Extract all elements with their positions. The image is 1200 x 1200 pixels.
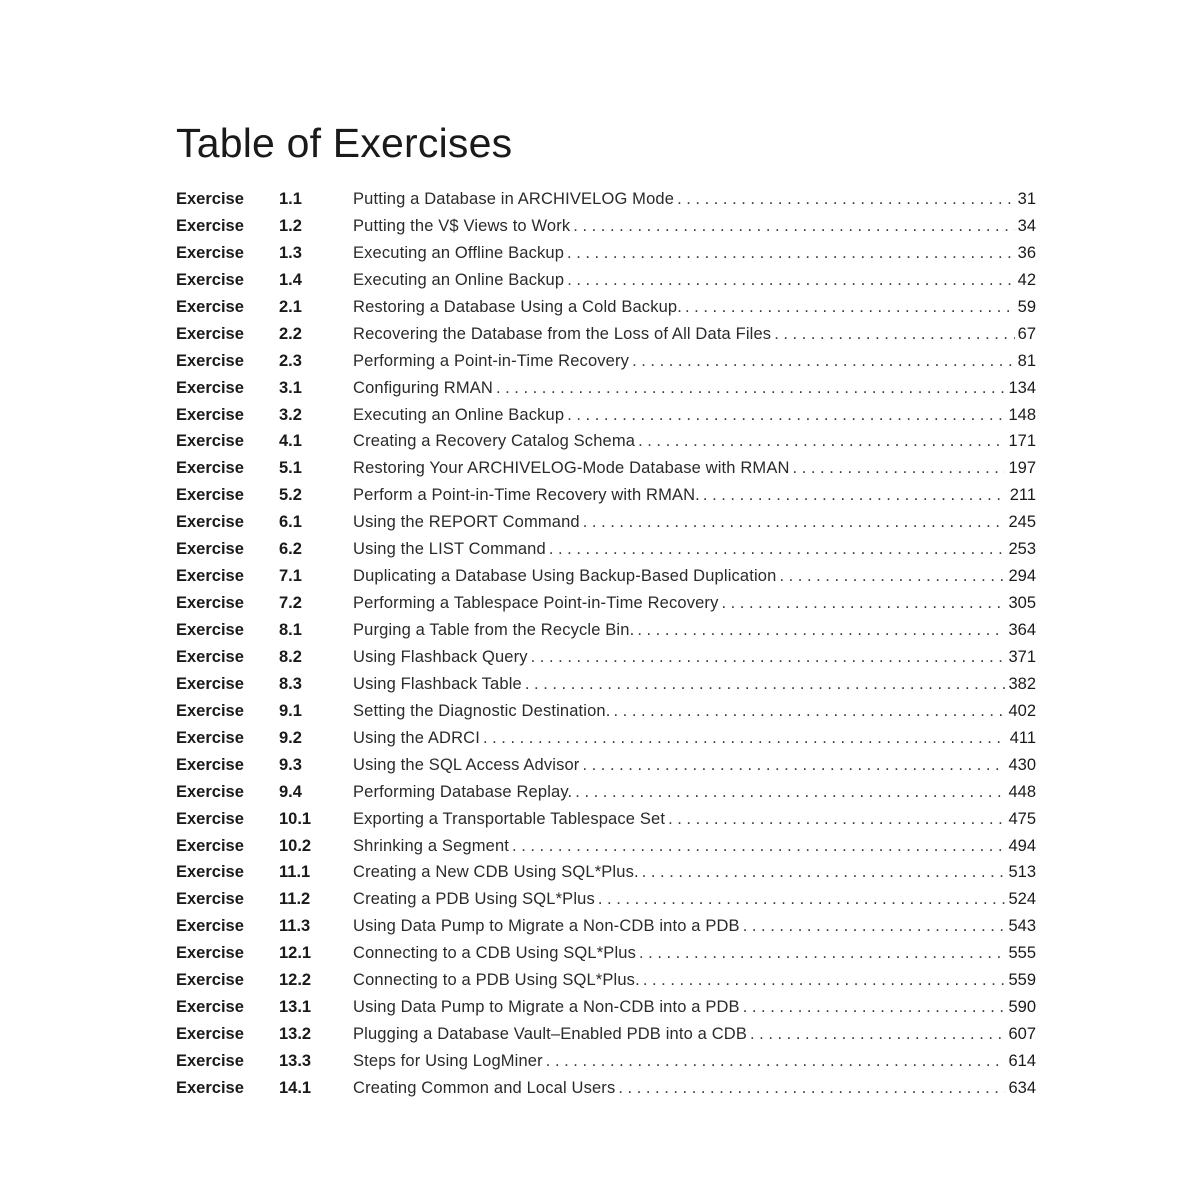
exercise-number: 5.1 [279, 459, 302, 478]
dot-leader [613, 698, 1005, 725]
exercise-page-number: 382 [1008, 674, 1036, 693]
exercise-entry [353, 940, 1036, 967]
exercise-row [176, 967, 1036, 994]
exercise-label: Exercise [176, 782, 244, 801]
exercise-number: 8.1 [279, 621, 302, 639]
exercise-page-number: 134 [1008, 378, 1036, 397]
exercise-entry [353, 294, 1036, 321]
exercise-number: 12.1 [279, 944, 312, 963]
exercise-entry [353, 752, 1036, 779]
exercise-number: 10.1 [279, 809, 312, 828]
exercise-label: Exercise [176, 567, 244, 586]
exercise-number: 8.2 [279, 647, 302, 666]
exercise-title: Setting the Diagnostic Destination. [353, 701, 611, 720]
exercise-page-number: 634 [1008, 1078, 1036, 1097]
exercise-page-number: 148 [1008, 405, 1036, 424]
exercise-number: 11.1 [279, 863, 311, 882]
exercise-label: Exercise [176, 1078, 244, 1097]
exercise-row [176, 698, 1036, 725]
exercise-title: Duplicating a Database Using Backup-Based Duplication [353, 567, 777, 586]
exercise-page-number: 513 [1008, 863, 1036, 882]
exercise-title: Using Flashback Table [353, 674, 522, 693]
exercise-title: Performing Database Replay. [353, 782, 573, 801]
exercise-entry [353, 536, 1036, 563]
exercise-entry [353, 428, 1036, 455]
dot-leader [793, 455, 1006, 482]
exercise-entry [353, 213, 1036, 240]
exercise-title: Using Flashback Query [353, 647, 528, 666]
exercise-number: 2.1 [279, 297, 302, 316]
exercise-page-number: 430 [1008, 755, 1036, 774]
exercise-number: 6.1 [279, 513, 302, 532]
exercise-number: 9.2 [279, 728, 302, 747]
exercise-number: 3.1 [279, 378, 302, 397]
exercise-row [176, 321, 1036, 348]
exercise-label: Exercise [176, 540, 244, 559]
exercise-title: Executing an Offline Backup [353, 243, 565, 262]
exercise-row [176, 509, 1036, 536]
exercise-title: Creating Common and Local Users [353, 1078, 616, 1097]
exercise-number: 11.2 [279, 890, 311, 909]
exercise-entry [353, 617, 1036, 644]
exercise-page-number: 67 [1017, 324, 1036, 343]
dot-leader [531, 644, 1006, 671]
exercise-title: Performing a Tablespace Point-in-Time Recovery [353, 594, 719, 613]
exercise-entry [353, 375, 1036, 402]
exercise-row [176, 213, 1036, 240]
exercise-row [176, 590, 1036, 617]
exercise-title: Plugging a Database Vault–Enabled PDB into a CDB [353, 1025, 747, 1044]
exercise-row [176, 240, 1036, 267]
exercise-label: Exercise [176, 647, 244, 666]
exercise-row [176, 671, 1036, 698]
exercise-entry [353, 509, 1036, 536]
dot-leader [598, 886, 1006, 913]
exercise-number: 13.1 [279, 998, 312, 1017]
dot-leader [618, 1075, 1005, 1102]
dot-leader [496, 375, 1006, 402]
exercise-entry [353, 267, 1036, 294]
dot-leader [632, 348, 1015, 375]
exercise-row [176, 186, 1036, 213]
exercise-row [176, 859, 1036, 886]
exercise-row [176, 886, 1036, 913]
exercise-page-number: 543 [1008, 917, 1036, 936]
exercise-label: Exercise [176, 836, 244, 855]
exercise-label: Exercise [176, 809, 244, 828]
exercise-title: Configuring RMAN [353, 378, 493, 397]
exercise-number: 1.1 [279, 190, 302, 208]
exercise-row [176, 1075, 1036, 1102]
exercise-title: Executing an Online Backup [353, 270, 565, 289]
exercise-page-number: 524 [1008, 890, 1036, 909]
exercise-number: 14.1 [279, 1078, 312, 1097]
exercise-page-number: 294 [1008, 567, 1036, 586]
exercise-number: 13.3 [279, 1052, 312, 1070]
exercise-title: Restoring Your ARCHIVELOG-Mode Database with RMAN [353, 459, 790, 478]
exercise-title: Executing an Online Backup [353, 405, 565, 424]
exercise-number: 1.4 [279, 270, 302, 289]
exercise-label: Exercise [176, 1025, 244, 1044]
exercise-number: 5.2 [279, 486, 302, 505]
exercise-page-number: 42 [1017, 270, 1036, 289]
dot-leader [567, 240, 1015, 267]
exercise-number: 1.3 [279, 243, 302, 262]
exercise-row [176, 348, 1036, 375]
exercise-title: Recovering the Database from the Loss of All Data Files [353, 324, 772, 343]
exercise-number: 9.1 [279, 701, 302, 720]
exercise-page-number: 171 [1008, 432, 1036, 451]
exercise-entry [353, 859, 1036, 886]
exercise-number: 9.3 [279, 755, 302, 774]
dot-leader [582, 752, 1005, 779]
exercise-label: Exercise [176, 351, 244, 370]
exercise-row [176, 267, 1036, 294]
exercise-page-number: 253 [1008, 540, 1036, 559]
exercise-page-number: 559 [1008, 971, 1036, 990]
dot-leader [685, 294, 1015, 321]
exercise-page-number: 305 [1008, 594, 1036, 613]
exercise-entry [353, 698, 1036, 725]
exercise-number: 9.4 [279, 782, 302, 801]
exercise-row [176, 536, 1036, 563]
exercise-label: Exercise [176, 243, 244, 262]
dot-leader [703, 482, 1007, 509]
exercise-row [176, 455, 1036, 482]
dot-leader [743, 994, 1006, 1021]
exercise-number: 10.2 [279, 836, 312, 855]
exercise-number: 6.2 [279, 540, 302, 559]
exercise-title: Creating a New CDB Using SQL*Plus. [353, 863, 639, 882]
exercise-row [176, 779, 1036, 806]
dot-leader [743, 913, 1006, 940]
exercise-list [176, 186, 1036, 1102]
exercise-entry [353, 886, 1036, 913]
exercise-number: 12.2 [279, 971, 312, 990]
exercise-row [176, 294, 1036, 321]
exercise-number: 2.3 [279, 351, 302, 370]
exercise-title: Steps for Using LogMiner [353, 1052, 543, 1070]
exercise-label: Exercise [176, 459, 244, 478]
exercise-page-number: 494 [1008, 836, 1036, 855]
exercise-label: Exercise [176, 917, 244, 936]
exercise-label: Exercise [176, 971, 244, 990]
exercise-label: Exercise [176, 297, 244, 316]
exercise-title: Connecting to a PDB Using SQL*Plus. [353, 971, 640, 990]
exercise-row [176, 402, 1036, 429]
exercise-entry [353, 402, 1036, 429]
exercise-page-number: 36 [1017, 243, 1036, 262]
exercise-title: Creating a Recovery Catalog Schema [353, 432, 636, 451]
exercise-label: Exercise [176, 486, 244, 505]
exercise-page-number: 607 [1008, 1025, 1036, 1044]
exercise-page-number: 402 [1008, 701, 1036, 720]
exercise-title: Exporting a Transportable Tablespace Set [353, 809, 666, 828]
exercise-entry [353, 806, 1036, 833]
dot-leader [549, 536, 1006, 563]
exercise-entry [353, 186, 1036, 213]
exercise-entry [353, 482, 1036, 509]
exercise-entry [353, 967, 1036, 994]
exercise-row [176, 994, 1036, 1021]
exercise-entry [353, 455, 1036, 482]
exercise-entry [353, 1021, 1036, 1048]
exercise-number: 1.2 [279, 216, 302, 235]
exercise-entry [353, 725, 1036, 752]
exercise-number: 11.3 [279, 917, 311, 936]
exercise-entry [353, 590, 1036, 617]
dot-leader [483, 725, 1007, 752]
exercise-number: 3.2 [279, 405, 302, 424]
dot-leader [750, 1021, 1005, 1048]
exercise-title: Creating a PDB Using SQL*Plus [353, 890, 595, 909]
exercise-entry [353, 1075, 1036, 1102]
exercise-number: 8.3 [279, 674, 302, 693]
dot-leader [637, 617, 1005, 644]
exercise-title: Purging a Table from the Recycle Bin. [353, 621, 635, 639]
exercise-row [176, 644, 1036, 671]
exercise-entry [353, 994, 1036, 1021]
exercise-label: Exercise [176, 728, 244, 747]
exercise-number: 7.1 [279, 567, 302, 586]
exercise-page-number: 614 [1008, 1052, 1036, 1070]
exercise-number: 4.1 [279, 432, 302, 451]
dot-leader [668, 806, 1005, 833]
exercise-row [176, 833, 1036, 860]
exercise-entry [353, 348, 1036, 375]
dot-leader [774, 321, 1014, 348]
exercise-entry [353, 644, 1036, 671]
exercise-label: Exercise [176, 998, 244, 1017]
exercise-label: Exercise [176, 324, 244, 343]
exercise-label: Exercise [176, 863, 244, 882]
exercise-title: Connecting to a CDB Using SQL*Plus [353, 944, 636, 963]
exercise-row [176, 375, 1036, 402]
exercise-number: 7.2 [279, 594, 302, 613]
exercise-label: Exercise [176, 1052, 244, 1070]
page-title: Table of Exercises [176, 120, 513, 166]
dot-leader [721, 590, 1005, 617]
exercise-page-number: 197 [1008, 459, 1036, 478]
exercise-entry [353, 321, 1036, 348]
exercise-row [176, 913, 1036, 940]
exercise-label: Exercise [176, 755, 244, 774]
exercise-label: Exercise [176, 890, 244, 909]
exercise-entry [353, 913, 1036, 940]
dot-leader [638, 428, 1005, 455]
exercise-label: Exercise [176, 190, 244, 208]
dot-leader [567, 267, 1014, 294]
exercise-entry [353, 833, 1036, 860]
exercise-label: Exercise [176, 432, 244, 451]
exercise-page-number: 81 [1017, 351, 1036, 370]
exercise-page-number: 364 [1008, 621, 1036, 639]
exercise-page-number: 555 [1008, 944, 1036, 963]
exercise-label: Exercise [176, 594, 244, 613]
exercise-label: Exercise [176, 674, 244, 693]
dot-leader [573, 213, 1014, 240]
exercise-title: Putting the V$ Views to Work [353, 216, 571, 235]
exercise-title: Using the ADRCI [353, 728, 480, 747]
exercise-label: Exercise [176, 216, 244, 235]
exercise-row [176, 940, 1036, 967]
exercise-row [176, 1021, 1036, 1048]
exercise-row [176, 482, 1036, 509]
dot-leader [567, 402, 1005, 429]
exercise-number: 13.2 [279, 1025, 312, 1044]
dot-leader [512, 833, 1005, 860]
exercise-row [176, 428, 1036, 455]
exercise-page-number: 448 [1008, 782, 1036, 801]
exercise-row [176, 1048, 1036, 1075]
exercise-page-number: 245 [1008, 513, 1036, 532]
exercise-number: 2.2 [279, 324, 302, 343]
dot-leader [642, 859, 1006, 886]
exercise-title: Using the REPORT Command [353, 513, 580, 532]
exercise-page-number: 371 [1008, 647, 1036, 666]
exercise-label: Exercise [176, 621, 244, 639]
exercise-row [176, 563, 1036, 590]
exercise-page-number: 411 [1009, 728, 1036, 747]
dot-leader [677, 186, 1015, 213]
exercise-entry [353, 1048, 1036, 1075]
exercise-row [176, 725, 1036, 752]
exercise-title: Using Data Pump to Migrate a Non-CDB into a PDB [353, 917, 740, 936]
dot-leader [583, 509, 1006, 536]
exercise-title: Using the SQL Access Advisor [353, 755, 580, 774]
exercise-page-number: 211 [1009, 486, 1036, 505]
exercise-label: Exercise [176, 513, 244, 532]
exercise-label: Exercise [176, 270, 244, 289]
dot-leader [643, 967, 1006, 994]
exercise-label: Exercise [176, 378, 244, 397]
exercise-title: Performing a Point-in-Time Recovery [353, 351, 630, 370]
exercise-row [176, 617, 1036, 644]
dot-leader [639, 940, 1005, 967]
exercise-label: Exercise [176, 405, 244, 424]
exercise-title: Perform a Point-in-Time Recovery with RMAN. [353, 486, 700, 505]
dot-leader [779, 563, 1005, 590]
dot-leader [525, 671, 1006, 698]
exercise-title: Using Data Pump to Migrate a Non-CDB into a PDB [353, 998, 740, 1017]
exercise-title: Using the LIST Command [353, 540, 546, 559]
exercise-page-number: 475 [1008, 809, 1036, 828]
exercise-title: Putting a Database in ARCHIVELOG Mode [353, 190, 675, 208]
exercise-entry [353, 779, 1036, 806]
exercise-title: Shrinking a Segment [353, 836, 510, 855]
exercise-entry [353, 671, 1036, 698]
exercise-page-number: 34 [1017, 216, 1036, 235]
exercise-label: Exercise [176, 944, 244, 963]
exercise-row [176, 752, 1036, 779]
exercise-label: Exercise [176, 701, 244, 720]
exercise-page-number: 590 [1008, 998, 1036, 1017]
dot-leader [575, 779, 1005, 806]
exercise-entry [353, 563, 1036, 590]
dot-leader [546, 1048, 1006, 1075]
exercise-page-number: 31 [1017, 190, 1036, 208]
exercise-title: Restoring a Database Using a Cold Backup. [353, 297, 682, 316]
exercise-entry [353, 240, 1036, 267]
exercise-page-number: 59 [1017, 297, 1036, 316]
exercise-row [176, 806, 1036, 833]
